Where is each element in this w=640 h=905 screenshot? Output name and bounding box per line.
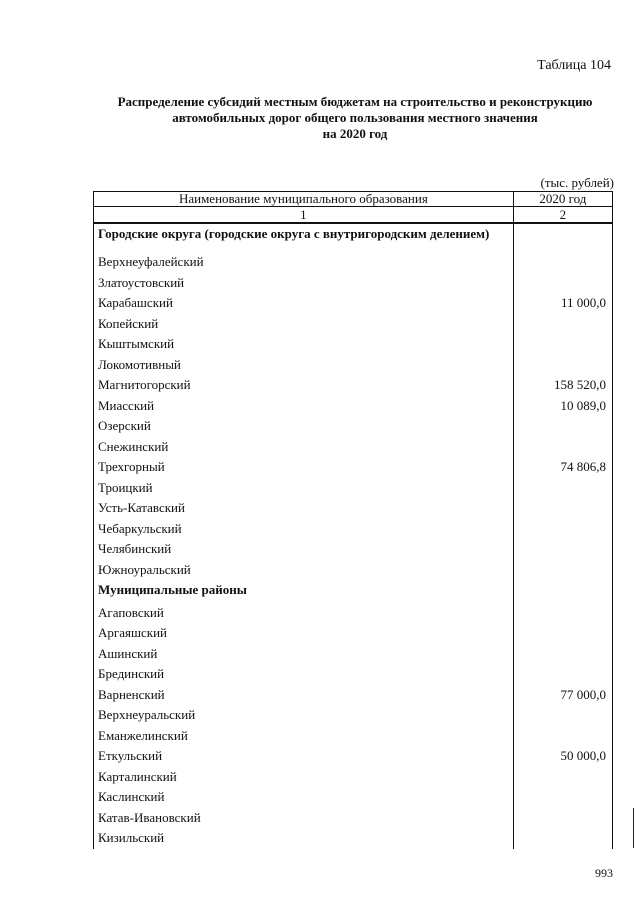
municipality-name: Снежинский bbox=[94, 437, 514, 458]
subsidy-value bbox=[513, 519, 612, 540]
subsidy-value: 10 089,0 bbox=[513, 396, 612, 417]
table-row bbox=[94, 498, 613, 519]
municipality-name: Копейский bbox=[94, 314, 514, 335]
subsidy-value bbox=[513, 223, 612, 252]
subsidy-value bbox=[513, 539, 612, 560]
municipality-name: Южноуральский bbox=[94, 560, 514, 581]
column-number-1: 1 bbox=[94, 207, 514, 224]
municipality-name: Карталинский bbox=[94, 767, 514, 788]
table-row bbox=[94, 252, 613, 273]
municipality-name: Локомотивный bbox=[94, 355, 514, 376]
subsidy-value bbox=[513, 560, 612, 581]
municipality-name: Челябинский bbox=[94, 539, 514, 560]
subsidy-value: 11 000,0 bbox=[513, 293, 612, 314]
subsidy-value bbox=[513, 437, 612, 458]
table-row bbox=[94, 808, 613, 829]
subsidy-value bbox=[513, 273, 612, 294]
municipality-name: Карабашский bbox=[94, 293, 514, 314]
section-row bbox=[94, 223, 613, 252]
municipality-name: Златоустовский bbox=[94, 273, 514, 294]
subsidy-value bbox=[513, 787, 612, 808]
subsidy-value bbox=[513, 416, 612, 437]
subsidy-value bbox=[513, 603, 612, 624]
table-row bbox=[94, 828, 613, 849]
municipality-name: Миасский bbox=[94, 396, 514, 417]
table-row bbox=[94, 314, 613, 335]
subsidy-value bbox=[513, 314, 612, 335]
section-title: Муниципальные районы bbox=[94, 580, 514, 603]
table-row bbox=[94, 685, 613, 706]
table-row bbox=[94, 787, 613, 808]
table-row bbox=[94, 726, 613, 747]
table-row bbox=[94, 603, 613, 624]
table-body bbox=[94, 223, 613, 849]
municipality-name: Брединский bbox=[94, 664, 514, 685]
subsidy-value bbox=[513, 478, 612, 499]
table-row bbox=[94, 623, 613, 644]
municipality-name: Варненский bbox=[94, 685, 514, 706]
title-line-1: Распределение субсидий местным бюджетам на строительство и реконструкцию bbox=[117, 94, 593, 109]
page-number: 993 bbox=[595, 866, 613, 880]
municipality-name: Верхнеуфалейский bbox=[94, 252, 514, 273]
table-row bbox=[94, 644, 613, 665]
table-row bbox=[94, 664, 613, 685]
section-title: Городские округа (городские округа с внутригородским делением) bbox=[94, 223, 514, 252]
table-row bbox=[94, 539, 613, 560]
table-row bbox=[94, 519, 613, 540]
table-number: Таблица 104 bbox=[537, 58, 611, 73]
table-row bbox=[94, 705, 613, 726]
table-row bbox=[94, 396, 613, 417]
subsidy-value bbox=[513, 334, 612, 355]
subsidy-value: 50 000,0 bbox=[513, 746, 612, 767]
table-row bbox=[94, 437, 613, 458]
table-row bbox=[94, 273, 613, 294]
table-row bbox=[94, 478, 613, 499]
subsidy-value bbox=[513, 664, 612, 685]
municipality-name: Катав-Ивановский bbox=[94, 808, 514, 829]
column-number-2: 2 bbox=[513, 207, 612, 224]
municipality-name: Еманжелинский bbox=[94, 726, 514, 747]
subsidy-value: 77 000,0 bbox=[513, 685, 612, 706]
municipality-name: Агаповский bbox=[94, 603, 514, 624]
subsidy-value bbox=[513, 705, 612, 726]
table-row bbox=[94, 293, 613, 314]
municipality-name: Трехгорный bbox=[94, 457, 514, 478]
municipality-name: Верхнеуральский bbox=[94, 705, 514, 726]
title-line-2: автомобильных дорог общего пользования местного значения bbox=[172, 110, 538, 125]
subsidy-value bbox=[513, 355, 612, 376]
subsidy-value bbox=[513, 580, 612, 603]
municipality-name: Аргаяшский bbox=[94, 623, 514, 644]
units-label: (тыс. рублей) bbox=[540, 175, 614, 190]
document-title bbox=[70, 94, 640, 142]
subsidy-value bbox=[513, 808, 612, 829]
table-row bbox=[94, 746, 613, 767]
table-row bbox=[94, 416, 613, 437]
table-row bbox=[94, 560, 613, 581]
table-row bbox=[94, 375, 613, 396]
table-row bbox=[94, 334, 613, 355]
municipality-name: Ашинский bbox=[94, 644, 514, 665]
subsidy-value bbox=[513, 252, 612, 273]
subsidy-value: 158 520,0 bbox=[513, 375, 612, 396]
municipality-name: Еткульский bbox=[94, 746, 514, 767]
municipality-name: Усть-Катавский bbox=[94, 498, 514, 519]
subsidy-value: 74 806,8 bbox=[513, 457, 612, 478]
subsidy-value bbox=[513, 767, 612, 788]
subsidy-value bbox=[513, 828, 612, 849]
table-row bbox=[94, 767, 613, 788]
section-row bbox=[94, 580, 613, 603]
subsidy-table bbox=[93, 191, 613, 849]
municipality-name: Магнитогорский bbox=[94, 375, 514, 396]
column-header-year: 2020 год bbox=[513, 192, 612, 207]
municipality-name: Троицкий bbox=[94, 478, 514, 499]
table-row bbox=[94, 355, 613, 376]
title-line-3: на 2020 год bbox=[322, 126, 388, 141]
subsidy-value bbox=[513, 623, 612, 644]
scan-edge-mark bbox=[633, 808, 634, 848]
municipality-name: Каслинский bbox=[94, 787, 514, 808]
subsidy-value bbox=[513, 498, 612, 519]
municipality-name: Кыштымский bbox=[94, 334, 514, 355]
column-header-name: Наименование муниципального образования bbox=[94, 192, 514, 207]
subsidy-value bbox=[513, 644, 612, 665]
subsidy-value bbox=[513, 726, 612, 747]
municipality-name: Чебаркульский bbox=[94, 519, 514, 540]
municipality-name: Кизильский bbox=[94, 828, 514, 849]
municipality-name: Озерский bbox=[94, 416, 514, 437]
table-row bbox=[94, 457, 613, 478]
